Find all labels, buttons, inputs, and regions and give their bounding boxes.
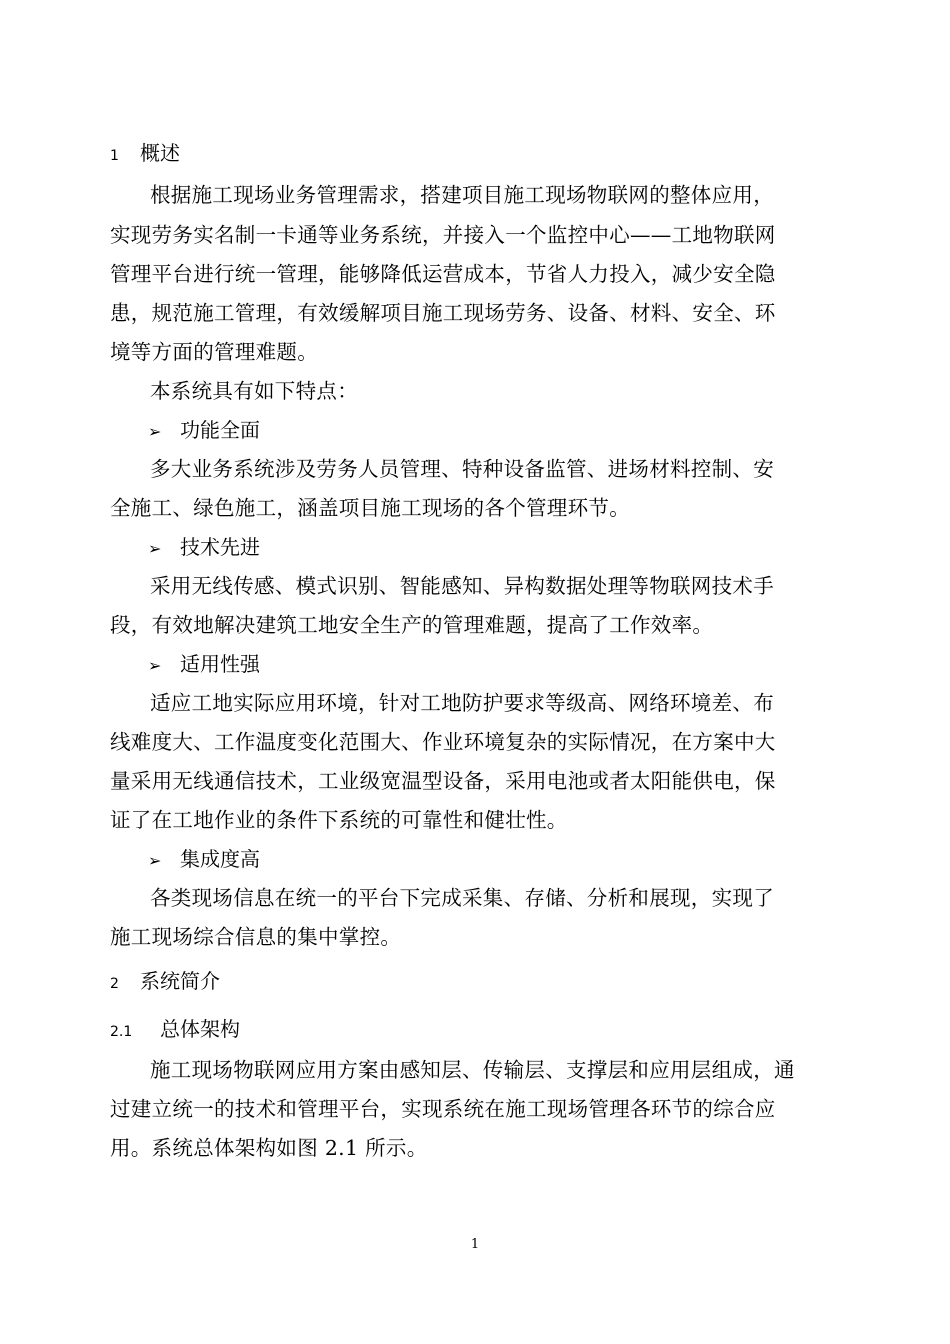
paragraph-line: 实现劳务实名制一卡通等业务系统，并接入一个监控中心——工地物联网 xyxy=(110,223,776,247)
section-number: 1 xyxy=(110,148,119,164)
arrow-bullet-icon: ➢ xyxy=(148,422,162,441)
section-title: 概述 xyxy=(140,141,180,165)
feature-title: 集成度高 xyxy=(180,847,260,871)
paragraph-line: 患，规范施工管理，有效缓解项目施工现场劳务、设备、材料、安全、环 xyxy=(110,301,776,325)
feature-title: 技术先进 xyxy=(180,535,260,559)
subsection-2-1-heading xyxy=(110,1015,240,1046)
subsection-title: 总体架构 xyxy=(160,1017,240,1041)
paragraph-line: 境等方面的管理难题。 xyxy=(110,340,318,364)
section-number: 2 xyxy=(110,976,119,992)
paragraph-line: 多大业务系统涉及劳务人员管理、特种设备监管、进场材料控制、安 xyxy=(150,457,774,481)
paragraph-line: 线难度大、工作温度变化范围大、作业环境复杂的实际情况，在方案中大 xyxy=(110,730,776,754)
feature-title: 适用性强 xyxy=(180,652,260,676)
paragraph-line: 适应工地实际应用环境，针对工地防护要求等级高、网络环境差、布 xyxy=(150,691,774,715)
arrow-bullet-icon: ➢ xyxy=(148,539,162,558)
paragraph-line: 施工现场综合信息的集中掌控。 xyxy=(110,925,402,949)
section-1-heading xyxy=(110,139,180,170)
paragraph-line: 管理平台进行统一管理，能够降低运营成本，节省人力投入，减少安全隐 xyxy=(110,262,776,286)
feature-heading xyxy=(148,416,260,446)
paragraph-line: 证了在工地作业的条件下系统的可靠性和健壮性。 xyxy=(110,808,568,832)
section-title: 系统简介 xyxy=(140,969,220,993)
feature-title: 功能全面 xyxy=(180,418,260,442)
paragraph-line: 全施工、绿色施工，涵盖项目施工现场的各个管理环节。 xyxy=(110,496,630,520)
paragraph-line: 用。系统总体架构如图 2.1 所示。 xyxy=(110,1136,428,1160)
page-number: 1 xyxy=(470,1237,480,1252)
paragraph-line: 施工现场物联网应用方案由感知层、传输层、支撑层和应用层组成，通 xyxy=(150,1058,795,1082)
paragraph-line: 各类现场信息在统一的平台下完成采集、存储、分析和展现，实现了 xyxy=(150,886,774,910)
feature-heading xyxy=(148,845,260,875)
features-intro: 本系统具有如下特点： xyxy=(150,379,358,403)
feature-heading xyxy=(148,650,260,680)
section-2-heading xyxy=(110,967,220,998)
arrow-bullet-icon: ➢ xyxy=(148,656,162,675)
paragraph-line: 量采用无线通信技术，工业级宽温型设备，采用电池或者太阳能供电，保 xyxy=(110,769,776,793)
paragraph-line: 过建立统一的技术和管理平台，实现系统在施工现场管理各环节的综合应 xyxy=(110,1097,776,1121)
feature-heading xyxy=(148,533,260,563)
paragraph-line: 段，有效地解决建筑工地安全生产的管理难题，提高了工作效率。 xyxy=(110,613,714,637)
paragraph-line: 采用无线传感、模式识别、智能感知、异构数据处理等物联网技术手 xyxy=(150,574,774,598)
arrow-bullet-icon: ➢ xyxy=(148,851,162,870)
subsection-number: 2.1 xyxy=(110,1024,133,1040)
paragraph-line: 根据施工现场业务管理需求，搭建项目施工现场物联网的整体应用， xyxy=(150,183,774,207)
